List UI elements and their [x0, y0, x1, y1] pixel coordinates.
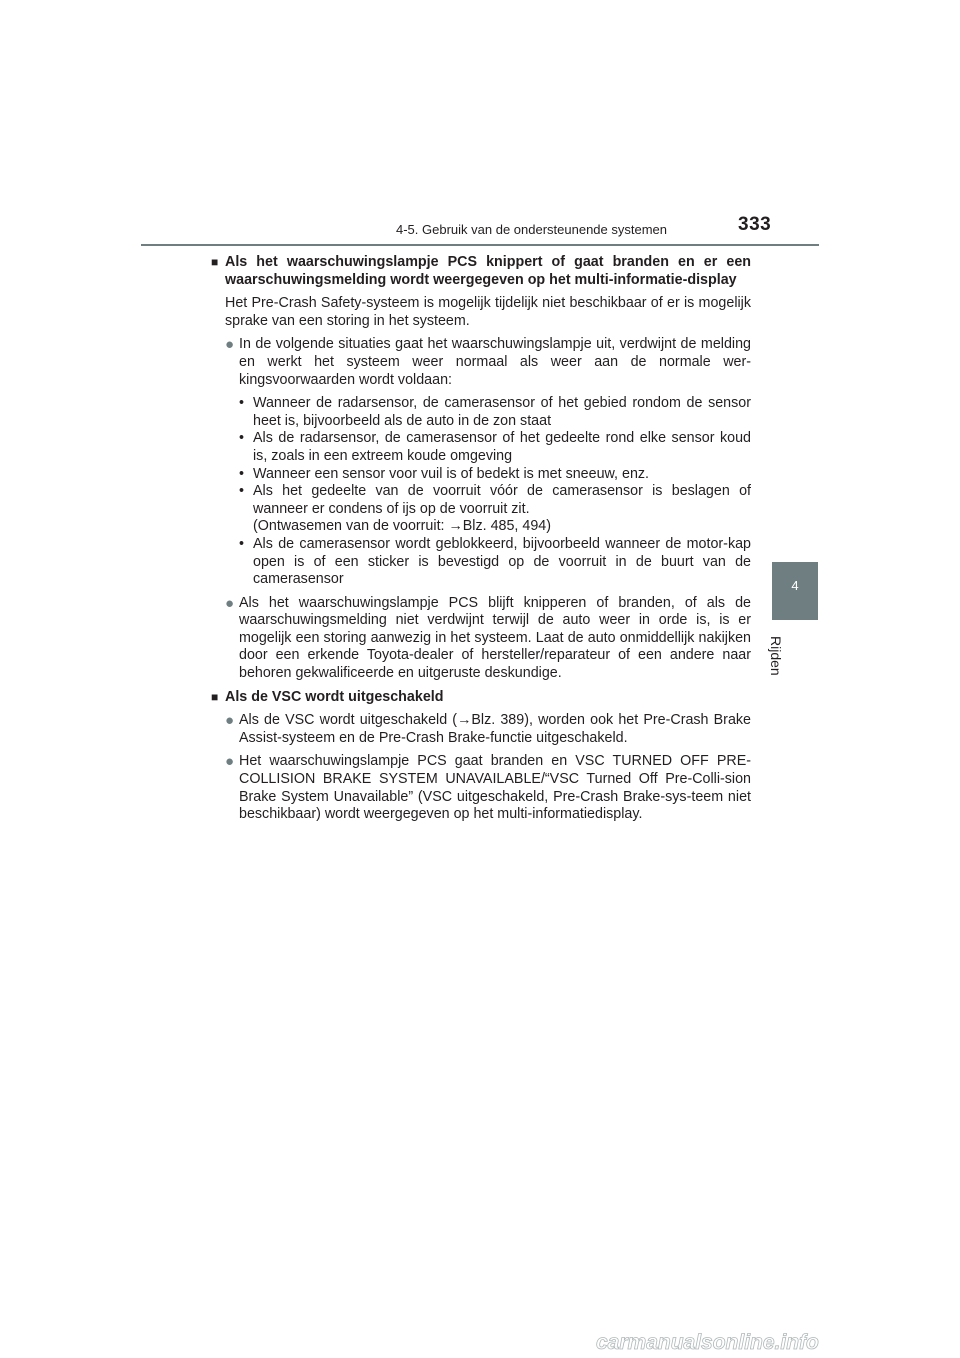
- bullet-icon: •: [239, 483, 245, 500]
- list-item-text: Als het waarschuwingslampje PCS blijft knipperen of branden, of als de waarschuwingsmelding niet verdwijnt terwijl de auto weer in orde is, is er mogelijk een storing aanwezig in het systeem. Laat de auto onmiddellijk nakijken door een erkende Toyota-dealer of hersteller/reparateur of een andere naar behoren gekwalificeerde en uitgeruste deskundige.: [239, 594, 751, 682]
- section-heading-text: Als het waarschuwingslampje PCS knippert of gaat branden en er een waarschuwingsmelding wordt weergegeven op het multi-informatie-display: [225, 254, 751, 288]
- sub-list-item-text: Wanneer een sensor voor vuil is of bedekt is met sneeuw, enz.: [253, 465, 650, 482]
- sub-list-item: [239, 483, 751, 536]
- page-reference: (Ontwasemen van de voorruit: →Blz. 485, 494): [253, 518, 551, 535]
- circle-bullet-icon: ●: [225, 594, 235, 612]
- bullet-icon: •: [239, 465, 245, 482]
- sub-list-item-text: [253, 483, 751, 536]
- chapter-tab-number: 4: [791, 578, 799, 593]
- chapter-tab-label: Rijden: [768, 636, 784, 676]
- circle-bullet-icon: ●: [225, 753, 235, 771]
- page-number: 333: [738, 214, 772, 235]
- circle-bullet-icon: ●: [225, 712, 235, 730]
- list-item-text: Het waarschuwingslampje PCS gaat branden en VSC TURNED OFF PRE-COLLISION BRAKE SYSTEM UNAVAILABLE/“VSC Turned Off Pre-Colli-sion Brake System Unavailable” (VSC uitgeschakeld, Pre-Crash Brake-sys-teem niet beschikbaar) wordt weergegeven op het multi-informatiedisplay.: [239, 753, 751, 823]
- list-item: [225, 595, 751, 683]
- sub-list-item: [239, 466, 751, 484]
- paragraph: Het Pre-Crash Safety-systeem is mogelijk tijdelijk niet beschikbaar of er is mogelijk sprake van een storing in het systeem.: [225, 295, 751, 329]
- section-heading: [211, 689, 751, 707]
- section-heading: [211, 254, 751, 289]
- page-content: [211, 254, 751, 830]
- sub-list: [239, 395, 751, 589]
- sub-list-item-text: Als de camerasensor wordt geblokkeerd, bijvoorbeeld wanneer de motor-kap open is of een sticker is bevestigd op de voorruit in de buurt van de camerasensor: [253, 535, 751, 588]
- sub-list-item-text: Wanneer de radarsensor, de camerasensor of het gebied rondom de sensor heet is, bijvoorbeeld als de auto in de zon staat: [253, 395, 751, 429]
- header-section-title: 4-5. Gebruik van de ondersteunende systemen: [396, 222, 668, 237]
- list-item: [225, 753, 751, 823]
- watermark-text: carmanualsonline.info: [596, 1331, 819, 1354]
- chapter-tab: [772, 562, 818, 620]
- sub-list-item: [239, 430, 751, 465]
- bullet-icon: •: [239, 535, 245, 552]
- list-item: [225, 336, 751, 389]
- square-bullet-icon: ■: [211, 255, 219, 269]
- sub-list-item-body: Als het gedeelte van de voorruit vóór de camerasensor is beslagen of wanneer er condens of ijs op de voorruit zit.: [253, 483, 751, 517]
- section-heading-text: Als de VSC wordt uitgeschakeld: [225, 688, 444, 705]
- square-bullet-icon: ■: [211, 689, 219, 704]
- list-item-text: Als de VSC wordt uitgeschakeld (→Blz. 389), worden ook het Pre-Crash Brake Assist-systeem en de Pre-Crash Brake-functie uitgeschakeld.: [239, 712, 751, 746]
- watermark-logo: [596, 1330, 952, 1354]
- header-rule: [141, 244, 819, 246]
- list-item: [225, 712, 751, 747]
- list-item-text: In de volgende situaties gaat het waarschuwingslampje uit, verdwijnt de melding en werkt het systeem weer normaal als weer aan de normale wer-kingsvoorwaarden wordt voldaan:: [239, 336, 751, 388]
- sub-list-item: [239, 395, 751, 430]
- sub-list-item: [239, 536, 751, 589]
- sub-list-item-text: Als de radarsensor, de camerasensor of het gedeelte rond elke sensor koud is, zoals in een extreem koude omgeving: [253, 430, 751, 464]
- circle-bullet-icon: ●: [225, 336, 235, 354]
- bullet-icon: •: [239, 395, 245, 412]
- bullet-icon: •: [239, 430, 245, 447]
